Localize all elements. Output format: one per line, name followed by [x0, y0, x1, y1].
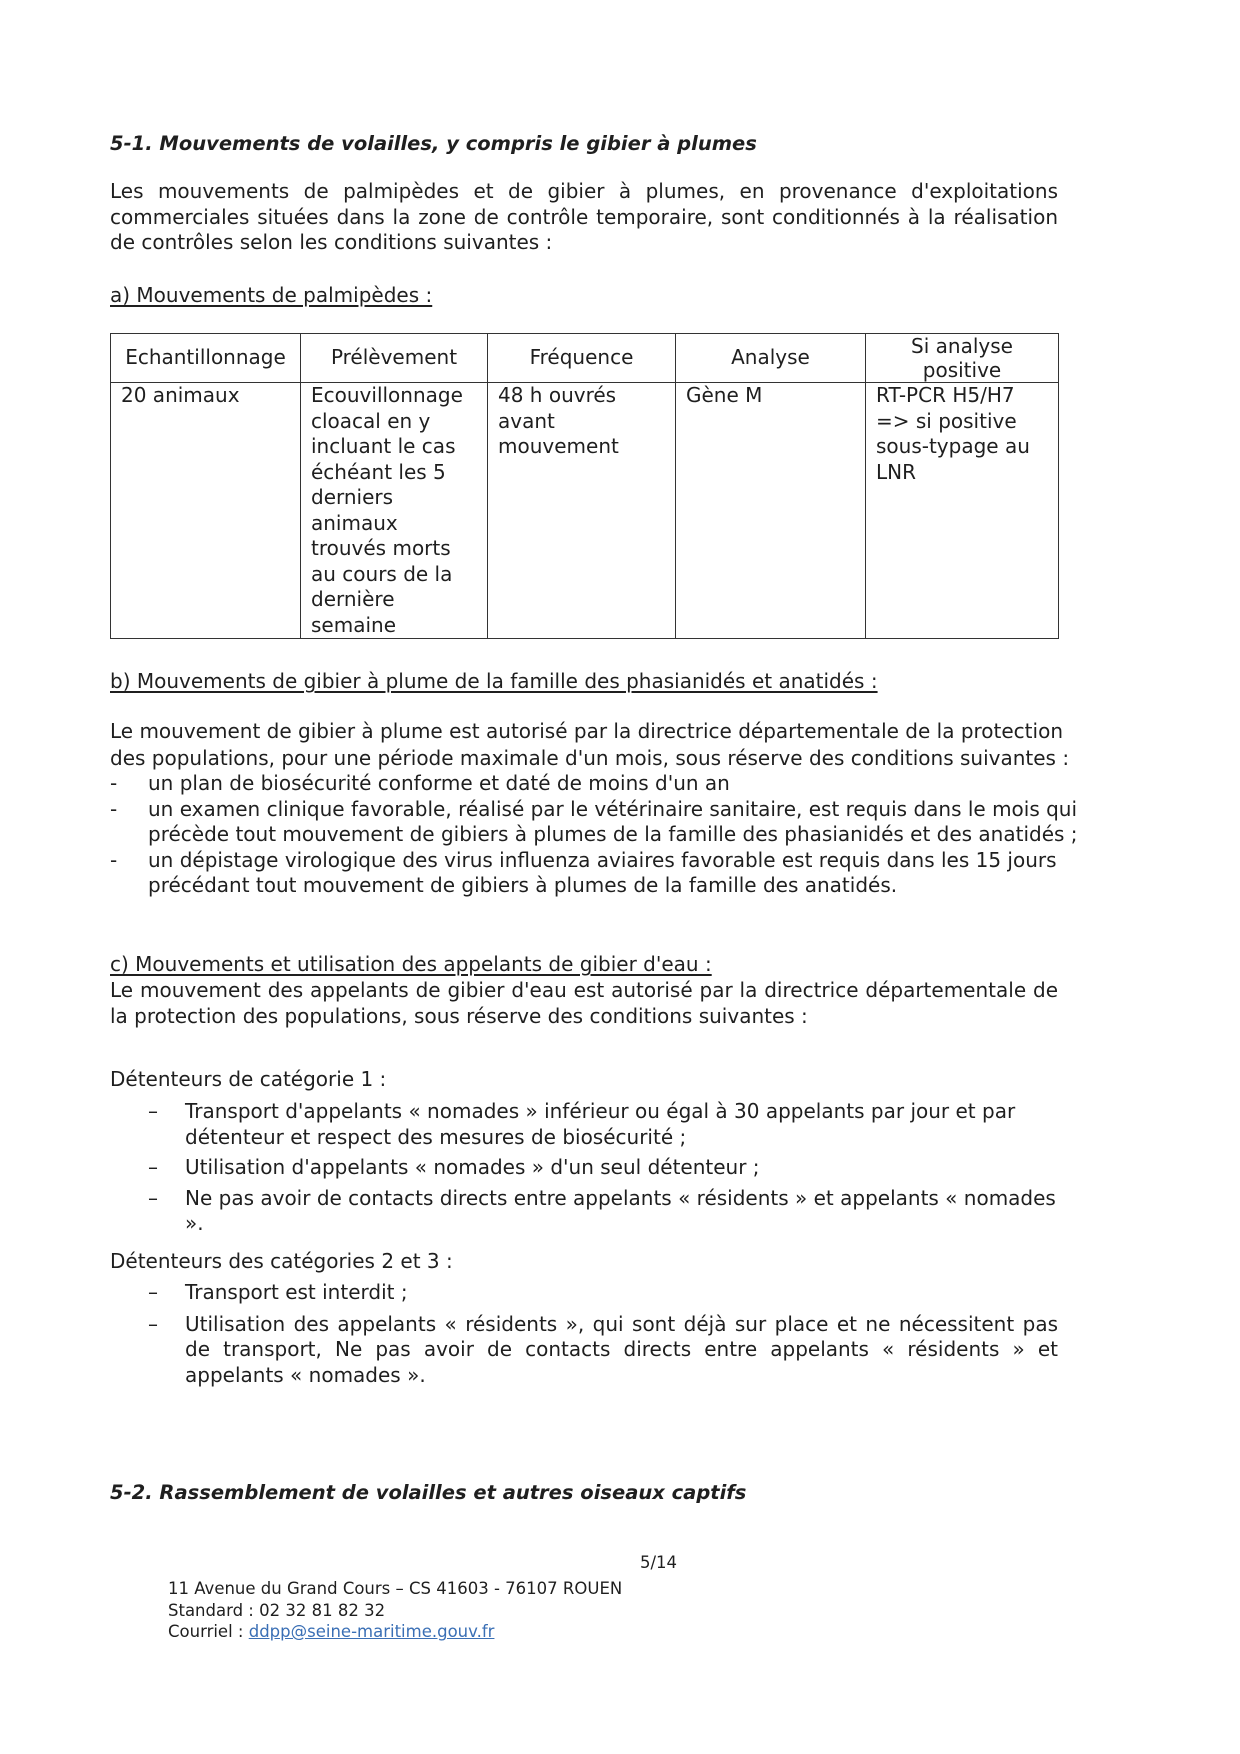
category-1-label: Détenteurs de catégorie 1 :	[110, 1067, 387, 1091]
category-2-3-label: Détenteurs des catégories 2 et 3 :	[110, 1249, 453, 1273]
table-cell: RT-PCR H5/H7 => si positive sous-typage au LNR	[866, 383, 1059, 639]
list-item-text: Transport d'appelants « nomades » inférieur ou égal à 30 appelants par jour et par détenteur et respect des mesures de biosécurité ;	[185, 1099, 1016, 1149]
list-item-text: Utilisation d'appelants « nomades » d'un seul détenteur ;	[185, 1155, 760, 1179]
section-5-1-heading: 5-1. Mouvements de volailles, y compris le gibier à plumes	[110, 132, 757, 155]
table-cell: Gène M	[676, 383, 866, 639]
table-header-cell: Fréquence	[488, 334, 676, 383]
list-item: – Transport est interdit ;	[148, 1280, 408, 1304]
table-header-cell: Analyse	[676, 334, 866, 383]
list-item: – Utilisation des appelants « résidents », qui sont déjà sur place et ne nécessitent pas de transport, Ne pas avoir de contacts directs entre appelants « résidents » et appelants « nomades ».	[148, 1311, 1058, 1387]
palmipedes-table	[110, 333, 1059, 639]
category-2-3-list	[148, 1280, 1058, 1388]
section-5-1-intro: Les mouvements de palmipèdes et de gibier à plumes, en provenance d'exploitations commerciales situées dans la zone de contrôle temporaire, sont conditionnés à la réalisation de contrôles selon les conditions suivantes :	[110, 179, 1058, 254]
list-item: - un examen clinique favorable, réalisé par le vétérinaire sanitaire, est requis dans le mois qui précède tout mouvement de gibiers à plumes de la famille des phasianidés et des anatidés ;	[110, 796, 1078, 846]
list-item-text: Utilisation des appelants « résidents », qui sont déjà sur place et ne nécessitent pas de transport, Ne pas avoir de contacts directs entre appelants « résidents » et appelants « nomades ».	[185, 1311, 1058, 1387]
table-header-cell: Si analyse positive	[866, 334, 1059, 383]
table-header-cell: Echantillonnage	[111, 334, 301, 383]
subsection-c-title: c) Mouvements et utilisation des appelants de gibier d'eau :	[110, 952, 712, 976]
category-1-list	[148, 1099, 1058, 1237]
page-number: 5/14	[640, 1553, 678, 1572]
footer-email-line	[168, 1621, 622, 1643]
list-item: – Ne pas avoir de contacts directs entre appelants « résidents » et appelants « nomades ».	[148, 1185, 1056, 1235]
list-item: - un dépistage virologique des virus influenza aviaires favorable est requis dans les 15 jours précédant tout mouvement de gibiers à plumes de la famille des anatidés.	[110, 847, 1057, 897]
list-item-text: Ne pas avoir de contacts directs entre appelants « résidents » et appelants « nomades ».	[185, 1185, 1056, 1235]
subsection-b-intro: Le mouvement de gibier à plume est autorisé par la directrice départementale de la protection des populations, pour une période maximale d'un mois, sous réserve des conditions suivantes :	[110, 719, 1070, 770]
footer-address: 11 Avenue du Grand Cours – CS 41603 - 76107 ROUEN	[168, 1579, 623, 1598]
table-header-row	[111, 334, 1059, 383]
subsection-b-title: b) Mouvements de gibier à plume de la famille des phasianidés et anatidés :	[110, 669, 878, 693]
table-cell: 48 h ouvrés avant mouvement	[488, 383, 676, 639]
subsection-a-title: a) Mouvements de palmipèdes :	[110, 283, 433, 307]
list-item-text: un plan de biosécurité conforme et daté de moins d'un an	[148, 771, 730, 795]
table-row	[111, 383, 1059, 639]
list-item: - un plan de biosécurité conforme et daté de moins d'un an	[110, 771, 730, 795]
section-5-2-heading: 5-2. Rassemblement de volailles et autres oiseaux captifs	[110, 1481, 747, 1504]
table-cell: Ecouvillonnage cloacal en y incluant le cas échéant les 5 derniers animaux trouvés morts au cours de la dernière semaine	[301, 383, 488, 639]
list-item: – Transport d'appelants « nomades » inférieur ou égal à 30 appelants par jour et par détenteur et respect des mesures de biosécurité ;	[148, 1099, 1016, 1149]
list-item: – Utilisation d'appelants « nomades » d'un seul détenteur ;	[148, 1155, 760, 1179]
footer-address-block	[168, 1578, 622, 1643]
list-item-text: un examen clinique favorable, réalisé par le vétérinaire sanitaire, est requis dans le mois qui précède tout mouvement de gibiers à plumes de la famille des phasianidés et des anatidés ;	[148, 796, 1078, 846]
subsection-b-list	[110, 771, 1110, 899]
list-item-text: Transport est interdit ;	[185, 1280, 408, 1304]
footer-phone: Standard : 02 32 81 82 32	[168, 1600, 386, 1620]
subsection-c-intro: Le mouvement des appelants de gibier d'eau est autorisé par la directrice départementale de la protection des populations, sous réserve des conditions suivantes :	[110, 978, 1058, 1028]
footer-email-link[interactable]: ddpp@seine-maritime.gouv.fr	[248, 1622, 495, 1641]
footer-email-label: Courriel :	[168, 1622, 244, 1641]
table-header-cell: Prélèvement	[301, 334, 488, 383]
table-cell: 20 animaux	[111, 383, 301, 639]
list-item-text: un dépistage virologique des virus influenza aviaires favorable est requis dans les 15 jours précédant tout mouvement de gibiers à plumes de la famille des anatidés.	[148, 847, 1057, 897]
